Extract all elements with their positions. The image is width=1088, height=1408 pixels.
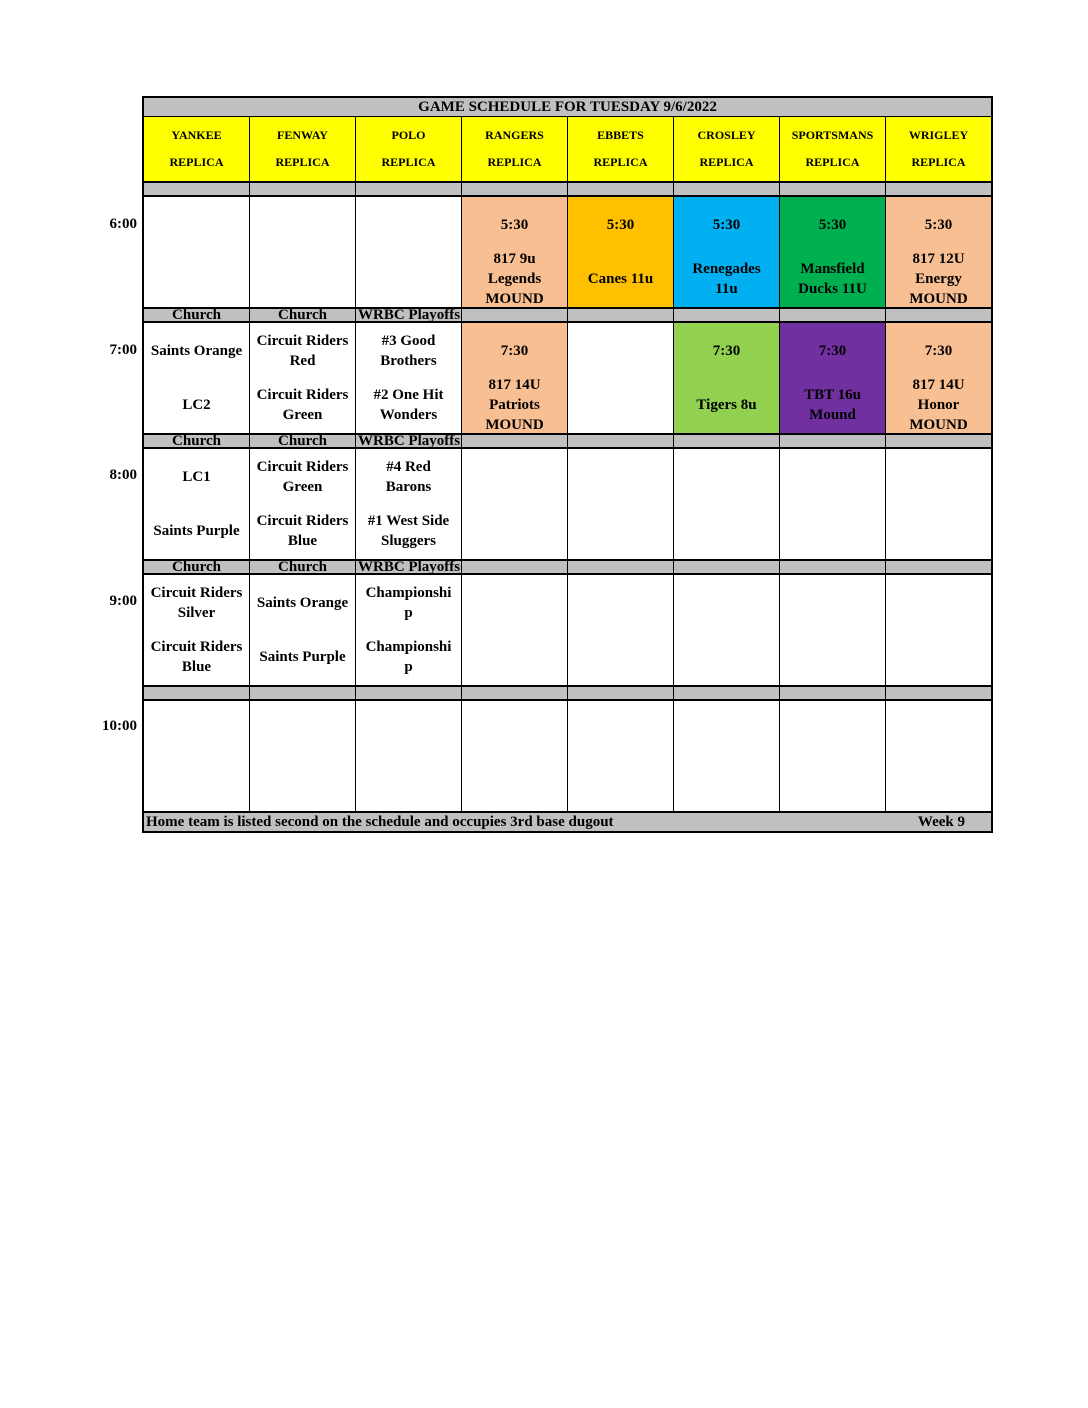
time-label-10: 10:00 bbox=[102, 718, 137, 734]
game-fenway-9: Saints Orange Saints Purple bbox=[250, 575, 356, 685]
slot-yankee-10 bbox=[144, 701, 250, 811]
footer-week: Week 9 bbox=[917, 814, 965, 830]
time-block-6 bbox=[142, 197, 993, 307]
field-header-ebbets: EBBETS REPLICA bbox=[568, 117, 674, 181]
page-title: GAME SCHEDULE FOR TUESDAY 9/6/2022 bbox=[142, 96, 993, 117]
separator-row-church: Church Church WRBC Playoffs bbox=[142, 433, 993, 449]
game-yankee-9: Circuit Riders Silver Circuit Riders Blue bbox=[144, 575, 250, 685]
field-header-sportsmans: SPORTSMANS REPLICA bbox=[780, 117, 886, 181]
game-crosley-7: 7:30 Tigers 8u bbox=[674, 323, 780, 433]
slot-rangers-10 bbox=[462, 701, 568, 811]
slot-wrigley-10 bbox=[886, 701, 991, 811]
field-header-wrigley: WRIGLEY REPLICA bbox=[886, 117, 991, 181]
time-label-7: 7:00 bbox=[109, 342, 137, 358]
footer-note bbox=[142, 811, 993, 833]
slot-wrigley-9 bbox=[886, 575, 991, 685]
time-block-8 bbox=[142, 449, 993, 559]
slot-crosley-10 bbox=[674, 701, 780, 811]
separator-row-church: Church Church WRBC Playoffs bbox=[142, 307, 993, 323]
separator-row bbox=[142, 685, 993, 701]
slot-rangers-9 bbox=[462, 575, 568, 685]
slot-fenway-10 bbox=[250, 701, 356, 811]
slot-ebbets-9 bbox=[568, 575, 674, 685]
slot-crosley-9 bbox=[674, 575, 780, 685]
slot-sportsmans-10 bbox=[780, 701, 886, 811]
game-polo-8: #4 Red Barons #1 West Side Sluggers bbox=[356, 449, 462, 559]
time-block-7 bbox=[142, 323, 993, 433]
game-rangers-7: 7:30 817 14U Patriots MOUND bbox=[462, 323, 568, 433]
slot-rangers-8 bbox=[462, 449, 568, 559]
schedule-sheet bbox=[142, 96, 993, 833]
slot-sportsmans-8 bbox=[780, 449, 886, 559]
footer-home-team-note: Home team is listed second on the schedule and occupies 3rd base dugout bbox=[146, 814, 614, 830]
field-header-rangers: RANGERS REPLICA bbox=[462, 117, 568, 181]
slot-crosley-8 bbox=[674, 449, 780, 559]
game-polo-9: Championshi p Championshi p bbox=[356, 575, 462, 685]
slot-fenway-6 bbox=[250, 197, 356, 307]
slot-yankee-6 bbox=[144, 197, 250, 307]
slot-wrigley-8 bbox=[886, 449, 991, 559]
field-header-fenway: FENWAY REPLICA bbox=[250, 117, 356, 181]
time-label-9: 9:00 bbox=[109, 593, 137, 609]
slot-ebbets-7 bbox=[568, 323, 674, 433]
game-wrigley-7: 7:30 817 14U Honor MOUND bbox=[886, 323, 991, 433]
slot-ebbets-8 bbox=[568, 449, 674, 559]
game-crosley-6: 5:30 Renegades 11u bbox=[674, 197, 780, 307]
slot-polo-6 bbox=[356, 197, 462, 307]
game-ebbets-6: 5:30 Canes 11u bbox=[568, 197, 674, 307]
time-label-8: 8:00 bbox=[109, 467, 137, 483]
game-rangers-6: 5:30 817 9u Legends MOUND bbox=[462, 197, 568, 307]
game-sportsmans-7: 7:30 TBT 16u Mound bbox=[780, 323, 886, 433]
time-block-10 bbox=[142, 701, 993, 811]
game-fenway-8: Circuit Riders Green Circuit Riders Blue bbox=[250, 449, 356, 559]
game-yankee-7: Saints Orange LC2 bbox=[144, 323, 250, 433]
slot-ebbets-10 bbox=[568, 701, 674, 811]
time-block-9 bbox=[142, 575, 993, 685]
separator-row bbox=[142, 181, 993, 197]
field-header-yankee: YANKEE REPLICA bbox=[144, 117, 250, 181]
slot-polo-10 bbox=[356, 701, 462, 811]
separator-row-church: Church Church WRBC Playoffs bbox=[142, 559, 993, 575]
time-label-6: 6:00 bbox=[109, 216, 137, 232]
slot-sportsmans-9 bbox=[780, 575, 886, 685]
field-header-polo: POLO REPLICA bbox=[356, 117, 462, 181]
game-yankee-8: LC1 Saints Purple bbox=[144, 449, 250, 559]
game-wrigley-6: 5:30 817 12U Energy MOUND bbox=[886, 197, 991, 307]
field-header-row bbox=[142, 117, 993, 181]
field-header-crosley: CROSLEY REPLICA bbox=[674, 117, 780, 181]
game-fenway-7: Circuit Riders Red Circuit Riders Green bbox=[250, 323, 356, 433]
game-polo-7: #3 Good Brothers #2 One Hit Wonders bbox=[356, 323, 462, 433]
game-sportsmans-6: 5:30 Mansfield Ducks 11U bbox=[780, 197, 886, 307]
